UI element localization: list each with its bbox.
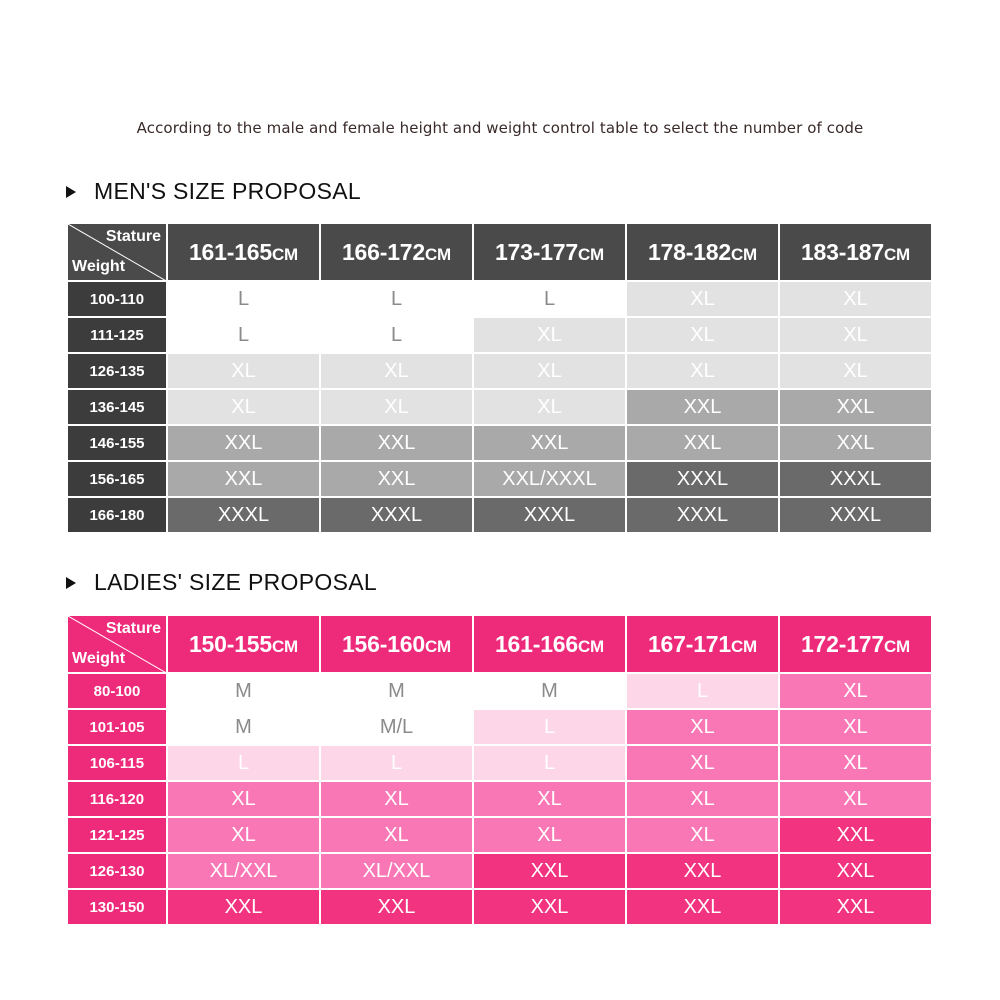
size-cell: XXL (779, 389, 932, 425)
stature-range: 161-166 (494, 630, 578, 657)
size-cell: XXL (626, 425, 779, 461)
size-cell: XL (626, 353, 779, 389)
corner-stature-label: Stature (105, 228, 161, 245)
size-cell: L (167, 281, 320, 317)
size-cell: XL (779, 317, 932, 353)
size-cell: XL (473, 817, 626, 853)
corner-weight-label: Weight (72, 650, 126, 667)
size-cell: XL (473, 781, 626, 817)
table-row (67, 853, 932, 889)
men-section-title-text: MEN'S SIZE PROPOSAL (94, 178, 361, 204)
size-cell: XL (320, 353, 473, 389)
stature-range: 172-177 (800, 630, 884, 657)
size-cell: XL (779, 709, 932, 745)
weight-row-header: 126-130 (67, 853, 167, 889)
size-cell: L (167, 317, 320, 353)
stature-range: 167-171 (647, 630, 731, 657)
size-cell: XXXL (626, 497, 779, 533)
stature-column-header (320, 223, 473, 281)
size-cell: XL (626, 781, 779, 817)
stature-unit: CM (730, 244, 758, 264)
table-row (67, 817, 932, 853)
size-cell: XL/XXL (320, 853, 473, 889)
size-cell: XL/XXL (167, 853, 320, 889)
table-row (67, 781, 932, 817)
size-cell: XL (626, 281, 779, 317)
weight-row-header: 116-120 (67, 781, 167, 817)
size-cell: XL (167, 389, 320, 425)
table-row (67, 709, 932, 745)
stature-unit: CM (730, 636, 758, 656)
size-cell: L (626, 673, 779, 709)
stature-column-header (473, 615, 626, 673)
weight-row-header: 80-100 (67, 673, 167, 709)
stature-unit: CM (577, 244, 605, 264)
weight-row-header: 101-105 (67, 709, 167, 745)
size-cell: XXL (320, 889, 473, 925)
size-cell: XL (779, 673, 932, 709)
stature-column-header (779, 223, 932, 281)
table-row (67, 889, 932, 925)
stature-column-header (167, 615, 320, 673)
size-cell: L (473, 745, 626, 781)
corner-stature-label: Stature (105, 620, 161, 637)
size-cell: XL (167, 817, 320, 853)
table-row (67, 673, 932, 709)
size-cell: XXL (167, 461, 320, 497)
size-cell: XL (167, 353, 320, 389)
size-cell: XXL (626, 889, 779, 925)
size-cell: XL (779, 353, 932, 389)
stature-column-header (167, 223, 320, 281)
weight-row-header: 130-150 (67, 889, 167, 925)
size-cell: XXL (320, 425, 473, 461)
stature-range: 166-172 (341, 238, 425, 265)
stature-column-header (779, 615, 932, 673)
corner-weight-label: Weight (72, 258, 126, 275)
size-cell: XXL/XXXL (473, 461, 626, 497)
men-section-title (66, 178, 361, 205)
stature-unit: CM (424, 244, 452, 264)
stature-range: 173-177 (494, 238, 578, 265)
size-cell: L (320, 745, 473, 781)
table-row (67, 745, 932, 781)
triangle-bullet-icon (66, 186, 76, 198)
table-intro-text: According to the male and female height and weight control table to select the number of code (136, 119, 864, 137)
stature-unit: CM (424, 636, 452, 656)
table-row (67, 425, 932, 461)
size-cell: XL (779, 781, 932, 817)
stature-range: 156-160 (341, 630, 425, 657)
table-row (67, 353, 932, 389)
size-cell: XXL (779, 889, 932, 925)
size-cell: XL (320, 781, 473, 817)
weight-row-header: 121-125 (67, 817, 167, 853)
size-cell: XXL (779, 425, 932, 461)
table-header-row (67, 615, 932, 673)
table-row (67, 389, 932, 425)
size-cell: XXL (320, 461, 473, 497)
corner-header-cell (67, 223, 167, 281)
size-cell: M (167, 709, 320, 745)
size-cell: XXL (626, 853, 779, 889)
size-cell: XXXL (320, 497, 473, 533)
men-size-table (66, 222, 933, 534)
weight-row-header: 100-110 (67, 281, 167, 317)
stature-unit: CM (271, 244, 299, 264)
size-cell: XXL (167, 889, 320, 925)
stature-range: 183-187 (800, 238, 884, 265)
size-cell: XL (779, 745, 932, 781)
weight-row-header: 111-125 (67, 317, 167, 353)
size-cell: XL (626, 817, 779, 853)
weight-row-header: 166-180 (67, 497, 167, 533)
table-header-row (67, 223, 932, 281)
women-size-table (66, 614, 933, 926)
size-cell: XXL (167, 425, 320, 461)
size-cell: M (320, 673, 473, 709)
weight-row-header: 136-145 (67, 389, 167, 425)
size-cell: XXL (626, 389, 779, 425)
size-cell: XXXL (779, 497, 932, 533)
weight-row-header: 126-135 (67, 353, 167, 389)
size-cell: L (320, 281, 473, 317)
size-cell: XL (473, 389, 626, 425)
stature-column-header (320, 615, 473, 673)
stature-unit: CM (271, 636, 299, 656)
size-cell: M (167, 673, 320, 709)
size-cell: L (167, 745, 320, 781)
size-cell: XL (779, 281, 932, 317)
women-section-title-text: LADIES' SIZE PROPOSAL (94, 569, 377, 595)
weight-row-header: 146-155 (67, 425, 167, 461)
size-cell: XXXL (473, 497, 626, 533)
size-cell: XL (626, 709, 779, 745)
size-cell: XL (626, 745, 779, 781)
stature-range: 150-155 (188, 630, 272, 657)
women-section-title (66, 569, 377, 596)
size-cell: M (473, 673, 626, 709)
weight-row-header: 156-165 (67, 461, 167, 497)
table-row (67, 317, 932, 353)
stature-column-header (473, 223, 626, 281)
table-row (67, 281, 932, 317)
stature-range: 161-165 (188, 238, 272, 265)
weight-row-header: 106-115 (67, 745, 167, 781)
corner-header-cell (67, 615, 167, 673)
size-cell: L (473, 281, 626, 317)
size-cell: XL (473, 317, 626, 353)
size-cell: XXXL (779, 461, 932, 497)
size-cell: XXL (473, 425, 626, 461)
stature-column-header (626, 223, 779, 281)
size-cell: XL (167, 781, 320, 817)
size-cell: XXXL (167, 497, 320, 533)
stature-unit: CM (577, 636, 605, 656)
size-cell: XXL (779, 853, 932, 889)
size-cell: L (320, 317, 473, 353)
table-row (67, 497, 932, 533)
stature-unit: CM (883, 636, 911, 656)
size-cell: XL (626, 317, 779, 353)
stature-unit: CM (883, 244, 911, 264)
stature-column-header (626, 615, 779, 673)
size-cell: XXL (473, 889, 626, 925)
size-cell: XL (320, 389, 473, 425)
stature-range: 178-182 (647, 238, 731, 265)
size-cell: XXXL (626, 461, 779, 497)
size-cell: XL (320, 817, 473, 853)
size-cell: XXL (473, 853, 626, 889)
size-cell: M/L (320, 709, 473, 745)
size-cell: XL (473, 353, 626, 389)
triangle-bullet-icon (66, 577, 76, 589)
table-row (67, 461, 932, 497)
size-cell: L (473, 709, 626, 745)
size-cell: XXL (779, 817, 932, 853)
